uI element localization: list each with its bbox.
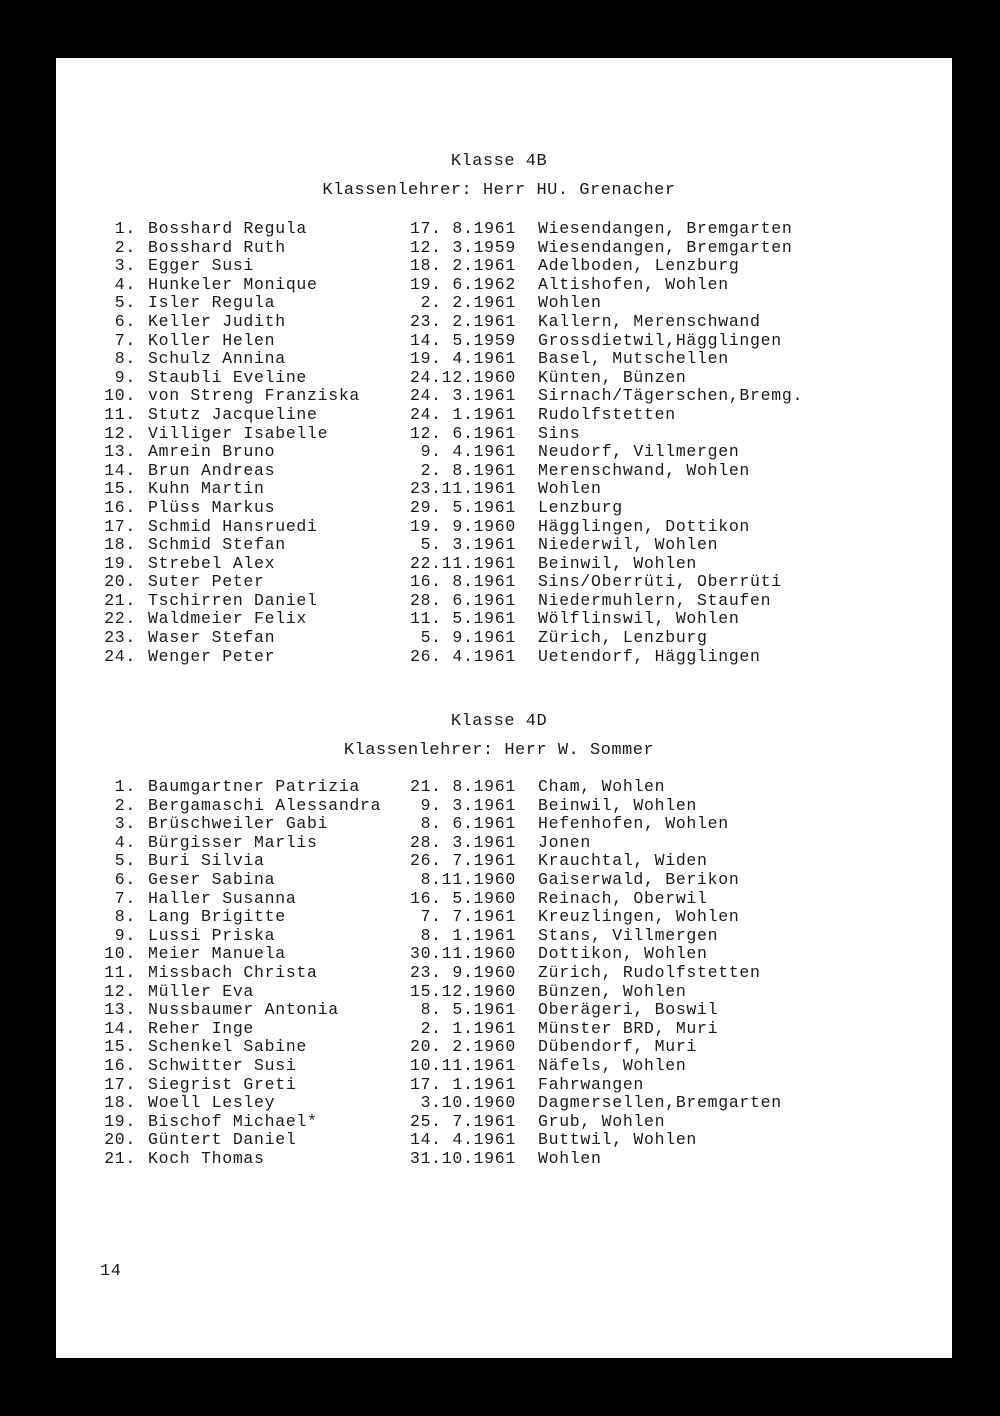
student-name: Schmid Stefan: [148, 535, 286, 555]
student-name: Brüschweiler Gabi: [148, 814, 329, 834]
student-places: Wiesendangen, Bremgarten: [538, 237, 793, 257]
student-places: Künten, Bünzen: [538, 367, 687, 387]
birth-date: 8. 6.1961: [420, 814, 516, 834]
student-name: Hunkeler Monique: [148, 274, 318, 294]
student-name: Buri Silvia: [148, 851, 265, 871]
student-places: Kreuzlingen, Wohlen: [538, 907, 740, 927]
student-name: Müller Eva: [148, 981, 255, 1001]
student-number: 17.: [104, 1074, 136, 1094]
student-name: Villiger Isabelle: [148, 423, 329, 443]
student-places: Jonen: [538, 832, 592, 852]
birth-date: 8. 5.1961: [420, 1000, 516, 1020]
student-name: Koch Thomas: [148, 1148, 265, 1168]
student-number: 11.: [104, 962, 136, 982]
student-places: Näfels, Wohlen: [538, 1055, 687, 1075]
birth-date: 23. 2.1961: [409, 311, 516, 331]
student-places: Dottikon, Wohlen: [538, 944, 708, 964]
birth-date: 11. 5.1961: [409, 609, 516, 629]
student-name: Strebel Alex: [148, 553, 276, 573]
student-name: Plüss Markus: [148, 497, 276, 517]
birth-date: 16. 8.1961: [409, 572, 516, 592]
student-places: Grossdietwil,Hägglingen: [538, 330, 782, 350]
student-name: Baumgartner Patrizia: [148, 777, 361, 796]
birth-date: 18. 2.1961: [409, 256, 516, 276]
student-places: Sins/Oberrüti, Oberrüti: [538, 572, 782, 592]
student-name: Bosshard Ruth: [148, 237, 286, 257]
student-number: 19.: [104, 1111, 136, 1131]
birth-date: 7. 7.1961: [420, 907, 516, 927]
student-name: Kuhn Martin: [148, 479, 265, 499]
student-name: Bergamaschi Alessandra: [148, 795, 382, 815]
student-name: Bischof Michael*: [148, 1111, 318, 1131]
birth-date: 14. 4.1961: [409, 1130, 516, 1150]
birth-date: 16. 5.1960: [409, 888, 516, 908]
student-number: 1.: [114, 219, 136, 238]
birth-date: 3.10.1960: [420, 1093, 516, 1113]
student-number: 21.: [104, 1148, 136, 1168]
birth-date: 28. 6.1961: [409, 590, 516, 610]
birth-date: 23.11.1961: [409, 479, 516, 499]
student-name: Bürgisser Marlis: [148, 832, 318, 852]
student-number: 15.: [104, 1037, 136, 1057]
birth-date: 8.11.1960: [420, 869, 516, 889]
birth-date: 12. 6.1961: [409, 423, 516, 443]
birth-date: 30.11.1960: [409, 944, 516, 964]
birth-date: 2. 8.1961: [420, 460, 516, 480]
student-name: Lussi Priska: [148, 925, 276, 945]
birth-date: 14. 5.1959: [409, 330, 516, 350]
student-name: Güntert Daniel: [148, 1130, 297, 1150]
student-places: Gaiserwald, Berikon: [538, 869, 740, 889]
student-number: 20.: [104, 1130, 136, 1150]
student-places: Dagmersellen,Bremgarten: [538, 1093, 782, 1113]
student-name: Tschirren Daniel: [148, 590, 318, 610]
birth-date: 31.10.1961: [409, 1148, 516, 1168]
student-number: 11.: [104, 404, 136, 424]
student-number: 4.: [114, 274, 136, 294]
student-number: 14.: [104, 1018, 136, 1038]
birth-date: 19. 4.1961: [409, 349, 516, 369]
student-places: Wohlen: [538, 293, 602, 313]
student-places: Merenschwand, Wohlen: [538, 460, 751, 480]
student-number: 6.: [114, 311, 136, 331]
student-places: Sins: [538, 423, 581, 443]
class-title-4d: Klasse 4D: [450, 712, 548, 731]
student-name: Bosshard Regula: [148, 219, 308, 238]
student-number: 6.: [114, 869, 136, 889]
student-name: Siegrist Greti: [148, 1074, 297, 1094]
student-places: Zürich, Rudolfstetten: [538, 962, 761, 982]
student-places: Stans, Villmergen: [538, 925, 719, 945]
student-places: Altishofen, Wohlen: [538, 274, 729, 294]
student-places: Dübendorf, Muri: [538, 1037, 698, 1057]
student-number: 10.: [104, 386, 136, 406]
student-places: Reinach, Oberwil: [538, 888, 708, 908]
student-number: 13.: [104, 1000, 136, 1020]
student-places: Basel, Mutschellen: [538, 349, 729, 369]
birth-date: 15.12.1960: [409, 981, 516, 1001]
student-name: Wenger Peter: [148, 646, 276, 666]
birth-date: 29. 5.1961: [409, 497, 516, 517]
class-teacher-4d: Klassenlehrer: Herr W. Sommer: [343, 741, 655, 760]
student-number: 9.: [114, 925, 136, 945]
birth-date: 5. 3.1961: [420, 535, 516, 555]
student-places: Münster BRD, Muri: [538, 1018, 719, 1038]
student-places: Hefenhofen, Wohlen: [538, 814, 729, 834]
birth-date: 9. 4.1961: [420, 442, 516, 462]
student-name: Geser Sabina: [148, 869, 276, 889]
student-name: Egger Susi: [148, 256, 255, 276]
document-page: [56, 58, 952, 1358]
student-places: Buttwil, Wohlen: [538, 1130, 698, 1150]
birth-date: 9. 3.1961: [420, 795, 516, 815]
student-places: Rudolfstetten: [538, 404, 676, 424]
student-places: Beinwil, Wohlen: [538, 795, 698, 815]
student-places: Niedermuhlern, Staufen: [538, 590, 772, 610]
birth-date: 26. 4.1961: [409, 646, 516, 666]
student-places: Cham, Wohlen: [538, 777, 666, 796]
student-number: 12.: [104, 423, 136, 443]
student-places: Lenzburg: [538, 497, 623, 517]
student-name: von Streng Franziska: [148, 386, 361, 406]
birth-date: 17. 1.1961: [409, 1074, 516, 1094]
student-number: 8.: [114, 907, 136, 927]
student-number: 13.: [104, 442, 136, 462]
student-name: Woell Lesley: [148, 1093, 276, 1113]
birth-date: 17. 8.1961: [409, 219, 516, 238]
birth-date: 25. 7.1961: [409, 1111, 516, 1131]
student-places: Zürich, Lenzburg: [538, 628, 708, 648]
student-places: Kallern, Merenschwand: [538, 311, 761, 331]
student-name: Reher Inge: [148, 1018, 255, 1038]
student-number: 8.: [114, 349, 136, 369]
student-number: 2.: [114, 237, 136, 257]
student-number: 1.: [114, 777, 136, 796]
student-name: Amrein Bruno: [148, 442, 276, 462]
student-name: Waldmeier Felix: [148, 609, 308, 629]
student-places: Wohlen: [538, 1148, 602, 1168]
page-number: 14: [100, 1262, 122, 1281]
student-number: 15.: [104, 479, 136, 499]
student-number: 18.: [104, 1093, 136, 1113]
student-name: Meier Manuela: [148, 944, 286, 964]
student-places: Grub, Wohlen: [538, 1111, 666, 1131]
birth-date: 5. 9.1961: [420, 628, 516, 648]
student-places: Wiesendangen, Bremgarten: [538, 219, 793, 238]
student-places: Niederwil, Wohlen: [538, 535, 719, 555]
student-number: 7.: [114, 330, 136, 350]
student-places: Krauchtal, Widen: [538, 851, 708, 871]
class-title-4b: Klasse 4B: [450, 152, 548, 171]
student-places: Hägglingen, Dottikon: [538, 516, 751, 536]
birth-date: 8. 1.1961: [420, 925, 516, 945]
birth-date: 28. 3.1961: [409, 832, 516, 852]
student-name: Brun Andreas: [148, 460, 276, 480]
student-number: 5.: [114, 851, 136, 871]
student-name: Waser Stefan: [148, 628, 276, 648]
student-number: 23.: [104, 628, 136, 648]
student-places: Uetendorf, Hägglingen: [538, 646, 761, 666]
student-number: 12.: [104, 981, 136, 1001]
student-places: Sirnach/Tägerschen,Bremg.: [538, 386, 804, 406]
birth-date: 24.12.1960: [409, 367, 516, 387]
birth-date: 24. 3.1961: [409, 386, 516, 406]
student-name: Staubli Eveline: [148, 367, 308, 387]
student-places: Adelboden, Lenzburg: [538, 256, 740, 276]
student-name: Koller Helen: [148, 330, 276, 350]
birth-date: 19. 6.1962: [409, 274, 516, 294]
student-number: 14.: [104, 460, 136, 480]
student-number: 7.: [114, 888, 136, 908]
birth-date: 24. 1.1961: [409, 404, 516, 424]
student-number: 21.: [104, 590, 136, 610]
student-number: 4.: [114, 832, 136, 852]
student-name: Suter Peter: [148, 572, 265, 592]
class-teacher-4b: Klassenlehrer: Herr HU. Grenacher: [322, 181, 676, 200]
student-places: Fahrwangen: [538, 1074, 645, 1094]
student-places: Wohlen: [538, 479, 602, 499]
student-number: 9.: [114, 367, 136, 387]
birth-date: 2. 2.1961: [420, 293, 516, 313]
birth-date: 21. 8.1961: [409, 777, 516, 796]
student-name: Isler Regula: [148, 293, 276, 313]
student-name: Nussbaumer Antonia: [148, 1000, 339, 1020]
student-name: Missbach Christa: [148, 962, 318, 982]
student-places: Neudorf, Villmergen: [538, 442, 740, 462]
student-number: 2.: [114, 795, 136, 815]
birth-date: 19. 9.1960: [409, 516, 516, 536]
birth-date: 26. 7.1961: [409, 851, 516, 871]
birth-date: 10.11.1961: [409, 1055, 516, 1075]
student-name: Lang Brigitte: [148, 907, 286, 927]
student-number: 18.: [104, 535, 136, 555]
birth-date: 12. 3.1959: [409, 237, 516, 257]
student-name: Stutz Jacqueline: [148, 404, 318, 424]
student-number: 17.: [104, 516, 136, 536]
student-number: 19.: [104, 553, 136, 573]
student-name: Schenkel Sabine: [148, 1037, 308, 1057]
student-places: Bünzen, Wohlen: [538, 981, 687, 1001]
student-number: 3.: [114, 256, 136, 276]
birth-date: 2. 1.1961: [420, 1018, 516, 1038]
student-number: 22.: [104, 609, 136, 629]
student-number: 10.: [104, 944, 136, 964]
birth-date: 22.11.1961: [409, 553, 516, 573]
student-number: 3.: [114, 814, 136, 834]
student-number: 24.: [104, 646, 136, 666]
birth-date: 23. 9.1960: [409, 962, 516, 982]
student-name: Schmid Hansruedi: [148, 516, 318, 536]
student-name: Haller Susanna: [148, 888, 297, 908]
student-name: Schwitter Susi: [148, 1055, 297, 1075]
student-number: 16.: [104, 497, 136, 517]
birth-date: 20. 2.1960: [409, 1037, 516, 1057]
student-places: Wölflinswil, Wohlen: [538, 609, 740, 629]
student-name: Schulz Annina: [148, 349, 286, 369]
student-name: Keller Judith: [148, 311, 286, 331]
student-number: 20.: [104, 572, 136, 592]
student-number: 16.: [104, 1055, 136, 1075]
student-places: Beinwil, Wohlen: [538, 553, 698, 573]
student-places: Oberägeri, Boswil: [538, 1000, 719, 1020]
student-number: 5.: [114, 293, 136, 313]
